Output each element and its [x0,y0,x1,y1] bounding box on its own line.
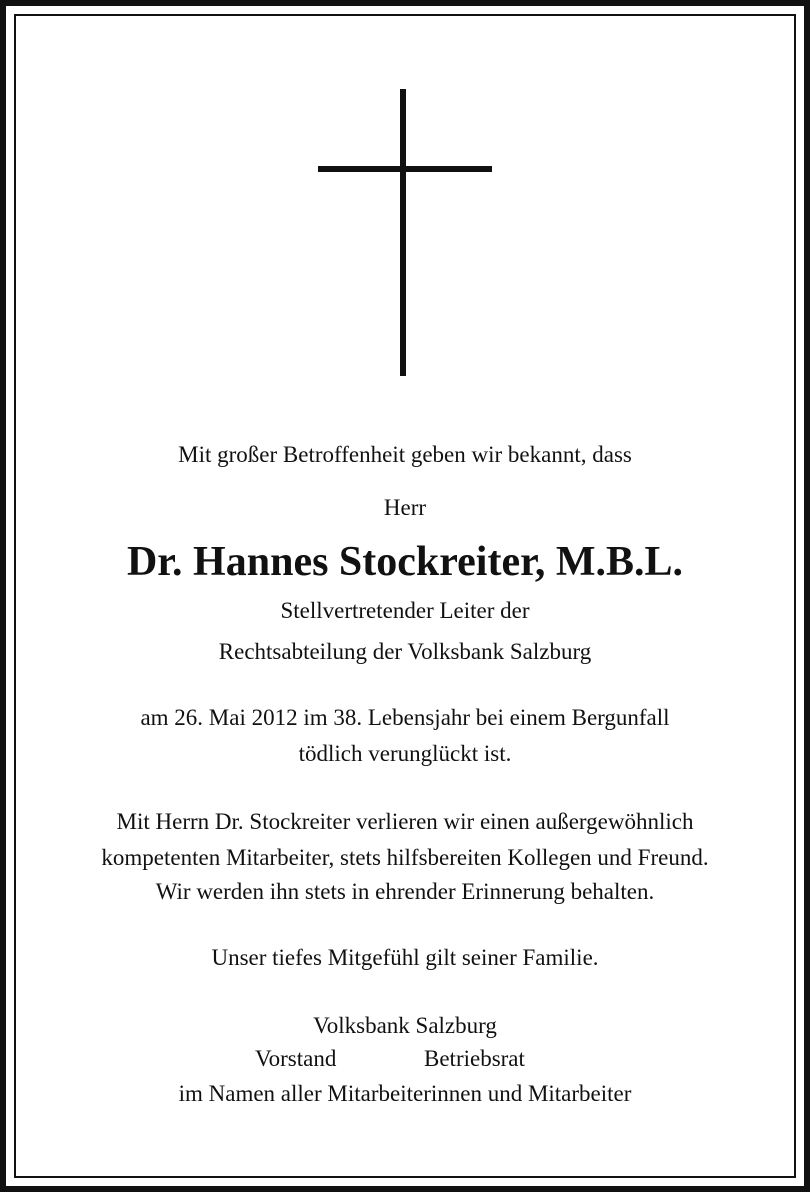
position-line-1: Stellvertretender Leiter der [280,598,530,623]
tribute-line-3: Wir werden ihn stets in ehrender Erinnerung behalten. [155,879,655,904]
cross-icon [0,0,810,400]
event-line-1: am 26. Mai 2012 im 38. Lebensjahr bei einem Bergunfall [140,705,670,730]
event-line-2: tödlich verunglückt ist. [298,741,512,766]
intro-text: Mit großer Betroffenheit geben wir bekannt, dass [178,442,632,467]
tribute-line-2: kompetenten Mitarbeiter, stets hilfsbereiten Kollegen und Freund. [101,845,709,870]
deceased-name: Dr. Hannes Stockreiter, M.B.L. [126,539,684,585]
condolence-text: Unser tiefes Mitgefühl gilt seiner Familie. [211,945,599,970]
signature-staff: im Namen aller Mitarbeiterinnen und Mitarbeiter [178,1081,632,1106]
salutation: Herr [383,495,427,520]
position-line-2: Rechtsabteilung der Volksbank Salzburg [218,639,592,664]
signature-roles [0,1044,810,1074]
signature-board: Vorstand [255,1046,337,1071]
signature-works-council: Betriebsrat [424,1046,525,1071]
tribute-line-1: Mit Herrn Dr. Stockreiter verlieren wir einen außergewöhnlich [116,809,694,834]
signature-organization: Volksbank Salzburg [313,1013,497,1038]
